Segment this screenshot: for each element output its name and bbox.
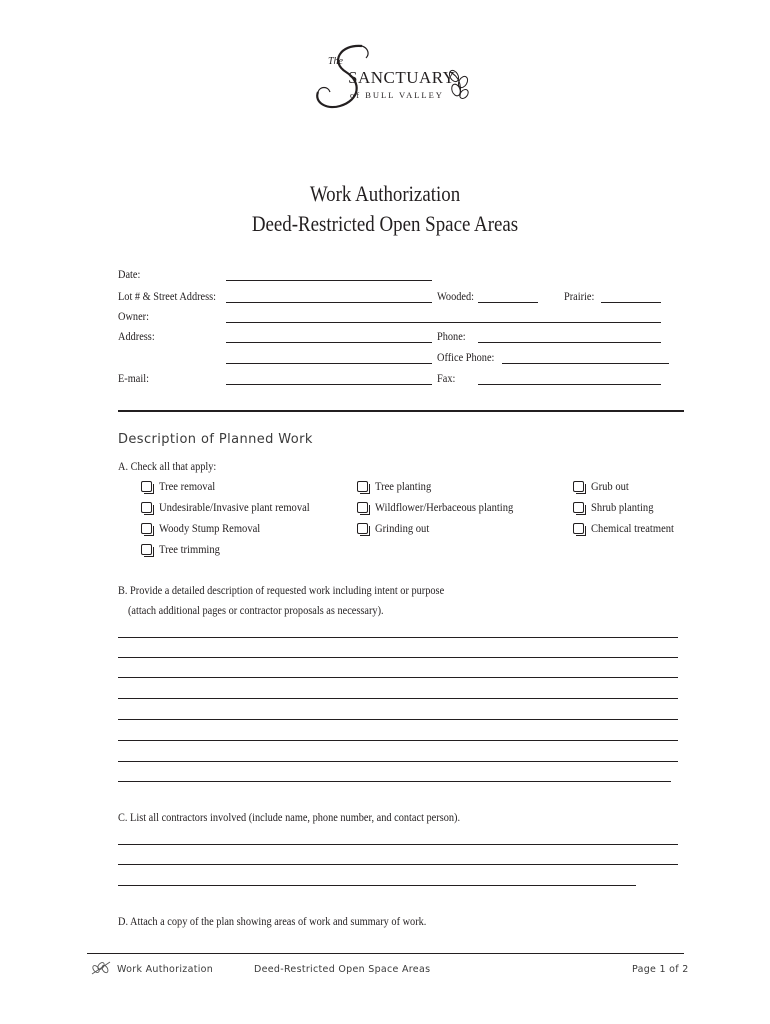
fax-label: Fax:: [437, 371, 456, 385]
part-b-line1: B. Provide a detailed description of requested work including intent or purpose: [118, 583, 445, 597]
description-line[interactable]: [118, 761, 678, 762]
logo-the: The: [328, 56, 343, 67]
phone-field[interactable]: [478, 342, 661, 343]
contractor-line[interactable]: [118, 885, 636, 886]
checkbox-icon: [141, 481, 152, 492]
footer-left: Work Authorization: [117, 964, 214, 975]
checkbox-icon: [573, 523, 584, 534]
description-line[interactable]: [118, 657, 678, 658]
contractor-line[interactable]: [118, 864, 678, 865]
checkbox-icon: [357, 502, 368, 513]
section-divider: [118, 410, 684, 412]
part-c-prompt: C. List all contractors involved (include name, phone number, and contact person).: [118, 810, 461, 824]
owner-field[interactable]: [226, 322, 661, 323]
section-heading: Description of Planned Work: [118, 432, 313, 447]
checkbox-wildflower-planting[interactable]: Wildflower/Herbaceous planting: [357, 500, 532, 515]
checkbox-tree-removal[interactable]: Tree removal: [141, 479, 223, 494]
prairie-field[interactable]: [601, 302, 661, 303]
checkbox-chemical-treatment[interactable]: Chemical treatment: [573, 521, 685, 536]
address-field-2[interactable]: [226, 363, 432, 364]
checkbox-icon: [357, 523, 368, 534]
logo-main: SANCTUARY: [348, 68, 456, 87]
checkbox-icon: [573, 502, 584, 513]
address-field[interactable]: [226, 342, 432, 343]
logo: [300, 40, 480, 120]
checkbox-tree-planting[interactable]: Tree planting: [357, 479, 439, 494]
date-label: Date:: [118, 267, 141, 281]
checkbox-icon: [141, 544, 152, 555]
description-line[interactable]: [118, 740, 678, 741]
wooded-label: Wooded:: [437, 289, 475, 303]
checkbox-invasive-removal[interactable]: Undesirable/Invasive plant removal: [141, 500, 330, 515]
office-phone-field[interactable]: [502, 363, 669, 364]
checkbox-grinding-out[interactable]: Grinding out: [357, 521, 437, 536]
description-line[interactable]: [118, 719, 678, 720]
email-field[interactable]: [226, 384, 432, 385]
fax-field[interactable]: [478, 384, 661, 385]
part-a-prompt: A. Check all that apply:: [118, 459, 217, 473]
description-line[interactable]: [118, 637, 678, 638]
footer-leaf-icon: [90, 960, 112, 976]
checkbox-shrub-planting[interactable]: Shrub planting: [573, 500, 662, 515]
date-field[interactable]: [226, 280, 432, 281]
prairie-label: Prairie:: [564, 289, 595, 303]
title-line2: Deed-Restricted Open Space Areas: [251, 211, 519, 236]
footer-page-number: Page 1 of 2: [632, 964, 689, 975]
checkbox-tree-trimming[interactable]: Tree trimming: [141, 542, 228, 557]
lot-label: Lot # & Street Address:: [118, 289, 217, 303]
email-label: E-mail:: [118, 371, 149, 385]
checkbox-icon: [357, 481, 368, 492]
wooded-field[interactable]: [478, 302, 538, 303]
checkbox-grub-out[interactable]: Grub out: [573, 479, 634, 494]
owner-label: Owner:: [118, 309, 149, 323]
checkbox-icon: [141, 502, 152, 513]
footer-center: Deed-Restricted Open Space Areas: [254, 964, 431, 975]
address-label: Address:: [118, 329, 155, 343]
description-line[interactable]: [118, 677, 678, 678]
checkbox-icon: [141, 523, 152, 534]
description-line[interactable]: [118, 698, 678, 699]
checkbox-stump-removal[interactable]: Woody Stump Removal: [141, 521, 274, 536]
contractor-line[interactable]: [118, 844, 678, 845]
footer-divider: [87, 953, 684, 954]
phone-label: Phone:: [437, 329, 466, 343]
office-phone-label: Office Phone:: [437, 350, 495, 364]
checkbox-icon: [573, 481, 584, 492]
logo-sub: of BULL VALLEY: [350, 90, 444, 100]
part-b-line2: (attach additional pages or contractor proposals as necessary).: [128, 603, 384, 617]
description-line[interactable]: [118, 781, 671, 782]
part-d-prompt: D. Attach a copy of the plan showing areas of work and summary of work.: [118, 914, 427, 928]
lot-field[interactable]: [226, 302, 432, 303]
title-line1: Work Authorization: [309, 181, 461, 206]
